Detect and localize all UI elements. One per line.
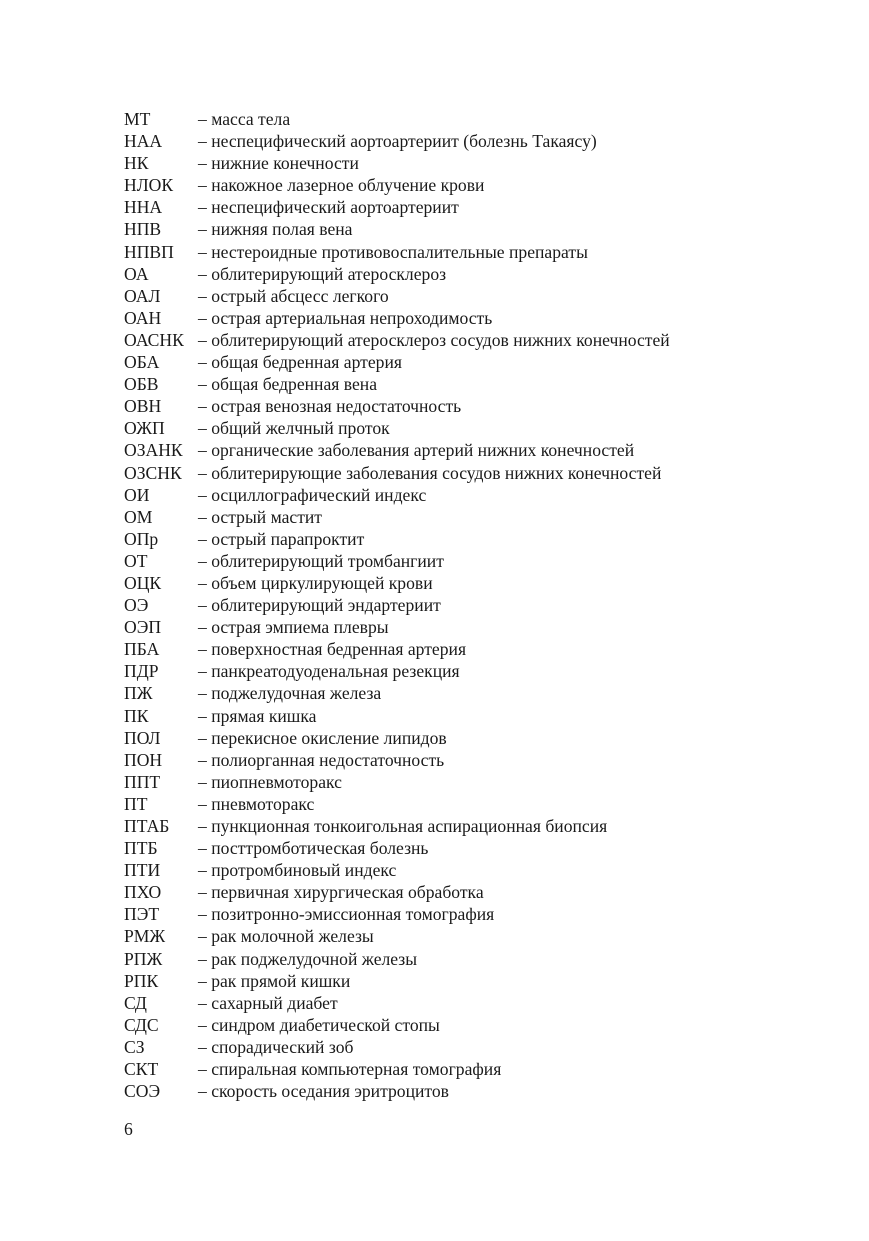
abbreviation-row (124, 484, 824, 506)
abbreviation-row (124, 682, 824, 704)
abbreviation-row (124, 528, 824, 550)
abbreviation-row (124, 616, 824, 638)
abbreviation-definition: – облитерирующие заболевания сосудов нижних конечностей (198, 462, 662, 483)
abbreviation-term: ПК (124, 705, 149, 726)
abbreviation-term: РМЖ (124, 926, 166, 947)
abbreviation-row (124, 263, 824, 285)
abbreviation-row (124, 152, 824, 174)
abbreviation-definition: – облитерирующий эндартериит (198, 595, 441, 616)
abbreviation-term: НПВ (124, 219, 162, 240)
abbreviation-row (124, 130, 824, 152)
abbreviation-definition: – острая венозная недостаточность (198, 396, 462, 417)
abbreviation-definition: – посттромботическая болезнь (198, 838, 429, 859)
abbreviation-row (124, 174, 824, 196)
abbreviation-definition: – нестероидные противовоспалительные препараты (198, 241, 588, 262)
abbreviation-definition: – острый мастит (198, 506, 322, 527)
abbreviation-definition: – нижняя полая вена (198, 219, 353, 240)
abbreviation-row (124, 925, 824, 947)
abbreviation-row (124, 1036, 824, 1058)
abbreviation-term: ННА (124, 197, 163, 218)
abbreviation-row (124, 462, 824, 484)
abbreviation-term: РПК (124, 970, 159, 991)
abbreviation-definition: – прямая кишка (198, 705, 317, 726)
abbreviation-row (124, 660, 824, 682)
abbreviation-term: ПЭТ (124, 904, 160, 925)
abbreviation-term: ОВН (124, 396, 162, 417)
abbreviation-term: ОТ (124, 550, 148, 571)
abbreviation-definition: – синдром диабетической стопы (198, 1014, 440, 1035)
abbreviation-term: ОАН (124, 307, 162, 328)
abbreviation-term: ПХО (124, 882, 162, 903)
abbreviation-row (124, 196, 824, 218)
abbreviation-definition: – острая эмпиема плевры (198, 617, 389, 638)
abbreviation-definition: – позитронно-эмиссионная томография (198, 904, 495, 925)
abbreviation-list (124, 108, 824, 1102)
abbreviation-term: ОЗСНК (124, 462, 182, 483)
abbreviation-term: ОЗАНК (124, 440, 183, 461)
abbreviation-term: ПДР (124, 661, 159, 682)
abbreviation-term: ОАЛ (124, 285, 161, 306)
abbreviation-definition: – накожное лазерное облучение крови (198, 175, 485, 196)
abbreviation-term: ПТ (124, 793, 148, 814)
abbreviation-definition: – облитерирующий тромбангиит (198, 550, 444, 571)
abbreviation-row (124, 439, 824, 461)
abbreviation-term: ОБВ (124, 374, 159, 395)
abbreviation-definition: – общий желчный проток (198, 418, 390, 439)
abbreviation-definition: – поджелудочная железа (198, 683, 382, 704)
abbreviation-term: ПОЛ (124, 727, 161, 748)
abbreviation-definition: – масса тела (198, 109, 291, 129)
abbreviation-definition: – пиопневмоторакс (198, 771, 342, 792)
abbreviation-term: ПТИ (124, 860, 161, 881)
abbreviation-term: ПТБ (124, 838, 158, 859)
abbreviation-definition: – острая артериальная непроходимость (198, 307, 493, 328)
abbreviation-term: ОЭП (124, 617, 162, 638)
abbreviation-row (124, 793, 824, 815)
abbreviation-row (124, 837, 824, 859)
abbreviation-row (124, 727, 824, 749)
abbreviation-term: ОА (124, 263, 149, 284)
abbreviation-term: ПЖ (124, 683, 153, 704)
abbreviation-term: НЛОК (124, 175, 174, 196)
abbreviation-row (124, 594, 824, 616)
abbreviation-row (124, 572, 824, 594)
abbreviation-row (124, 815, 824, 837)
abbreviation-row (124, 771, 824, 793)
abbreviation-row (124, 859, 824, 881)
abbreviation-definition: – органические заболевания артерий нижних конечностей (198, 440, 635, 461)
abbreviation-definition: – сахарный диабет (198, 992, 338, 1013)
abbreviation-definition: – неспецифический аортоартериит (198, 197, 459, 218)
abbreviation-row (124, 351, 824, 373)
abbreviation-definition: – рак поджелудочной железы (198, 948, 418, 969)
abbreviation-term: МТ (124, 109, 151, 129)
abbreviation-term: НПВП (124, 241, 174, 262)
abbreviation-term: ОЖП (124, 418, 165, 439)
abbreviation-term: НАА (124, 131, 163, 152)
abbreviation-row (124, 705, 824, 727)
abbreviation-definition: – рак молочной железы (198, 926, 374, 947)
abbreviation-definition: – первичная хирургическая обработка (198, 882, 484, 903)
abbreviation-term: СКТ (124, 1059, 159, 1080)
page-number: 6 (124, 1119, 133, 1139)
abbreviation-row (124, 329, 824, 351)
abbreviation-row (124, 903, 824, 925)
abbreviation-definition: – скорость оседания эритроцитов (198, 1081, 449, 1102)
abbreviation-definition: – спорадический зоб (198, 1036, 354, 1057)
abbreviation-definition: – нижние конечности (198, 153, 359, 174)
abbreviation-term: ОПр (124, 528, 159, 549)
abbreviation-term: СДС (124, 1014, 159, 1035)
abbreviation-row (124, 241, 824, 263)
abbreviation-definition: – общая бедренная вена (198, 374, 378, 395)
abbreviation-term: СД (124, 992, 147, 1013)
abbreviation-definition: – протромбиновый индекс (198, 860, 397, 881)
abbreviation-term: ОМ (124, 506, 153, 527)
abbreviation-row (124, 1014, 824, 1036)
abbreviation-term: ПОН (124, 749, 163, 770)
abbreviation-definition: – спиральная компьютерная томография (198, 1059, 502, 1080)
abbreviation-row (124, 218, 824, 240)
abbreviation-definition: – поверхностная бедренная артерия (198, 639, 467, 660)
abbreviation-row (124, 992, 824, 1014)
abbreviation-definition: – острый парапроктит (198, 528, 365, 549)
abbreviation-row (124, 1080, 824, 1102)
abbreviation-definition: – облитерирующий атеросклероз сосудов нижних конечностей (198, 329, 670, 350)
abbreviation-definition: – панкреатодуоденальная резекция (198, 661, 460, 682)
abbreviation-term: НК (124, 153, 149, 174)
abbreviation-term: ОЦК (124, 572, 162, 593)
abbreviation-row (124, 749, 824, 771)
abbreviation-term: ППТ (124, 771, 161, 792)
abbreviation-term: ОИ (124, 484, 150, 505)
abbreviation-definition: – объем циркулирующей крови (198, 572, 433, 593)
abbreviation-definition: – пневмоторакс (198, 793, 315, 814)
abbreviation-definition: – осциллографический индекс (198, 484, 427, 505)
abbreviation-term: РПЖ (124, 948, 163, 969)
abbreviation-row (124, 1058, 824, 1080)
abbreviation-definition: – перекисное окисление липидов (198, 727, 447, 748)
abbreviation-row (124, 506, 824, 528)
abbreviation-definition: – неспецифический аортоартериит (болезнь Такаясу) (198, 131, 597, 152)
abbreviation-row (124, 395, 824, 417)
abbreviation-row (124, 307, 824, 329)
abbreviation-row (124, 550, 824, 572)
abbreviation-row (124, 881, 824, 903)
abbreviation-definition: – рак прямой кишки (198, 970, 351, 991)
abbreviation-term: СЗ (124, 1036, 145, 1057)
abbreviation-term: СОЭ (124, 1081, 161, 1102)
abbreviation-row (124, 948, 824, 970)
abbreviation-row (124, 417, 824, 439)
abbreviation-term: ПБА (124, 639, 160, 660)
abbreviation-definition: – острый абсцесс легкого (198, 285, 389, 306)
abbreviation-term: ОБА (124, 352, 160, 373)
abbreviation-definition: – облитерирующий атеросклероз (198, 263, 447, 284)
abbreviation-term: ПТАБ (124, 816, 170, 836)
abbreviation-term: ОЭ (124, 595, 149, 616)
abbreviation-row (124, 638, 824, 660)
abbreviation-definition: – пункционная тонкоигольная аспирационная биопсия (198, 816, 608, 836)
abbreviation-row (124, 108, 824, 130)
abbreviation-row (124, 970, 824, 992)
abbreviation-term: ОАСНК (124, 329, 184, 350)
abbreviation-row (124, 285, 824, 307)
abbreviation-definition: – общая бедренная артерия (198, 352, 402, 373)
abbreviation-definition: – полиорганная недостаточность (198, 749, 445, 770)
abbreviation-row (124, 373, 824, 395)
